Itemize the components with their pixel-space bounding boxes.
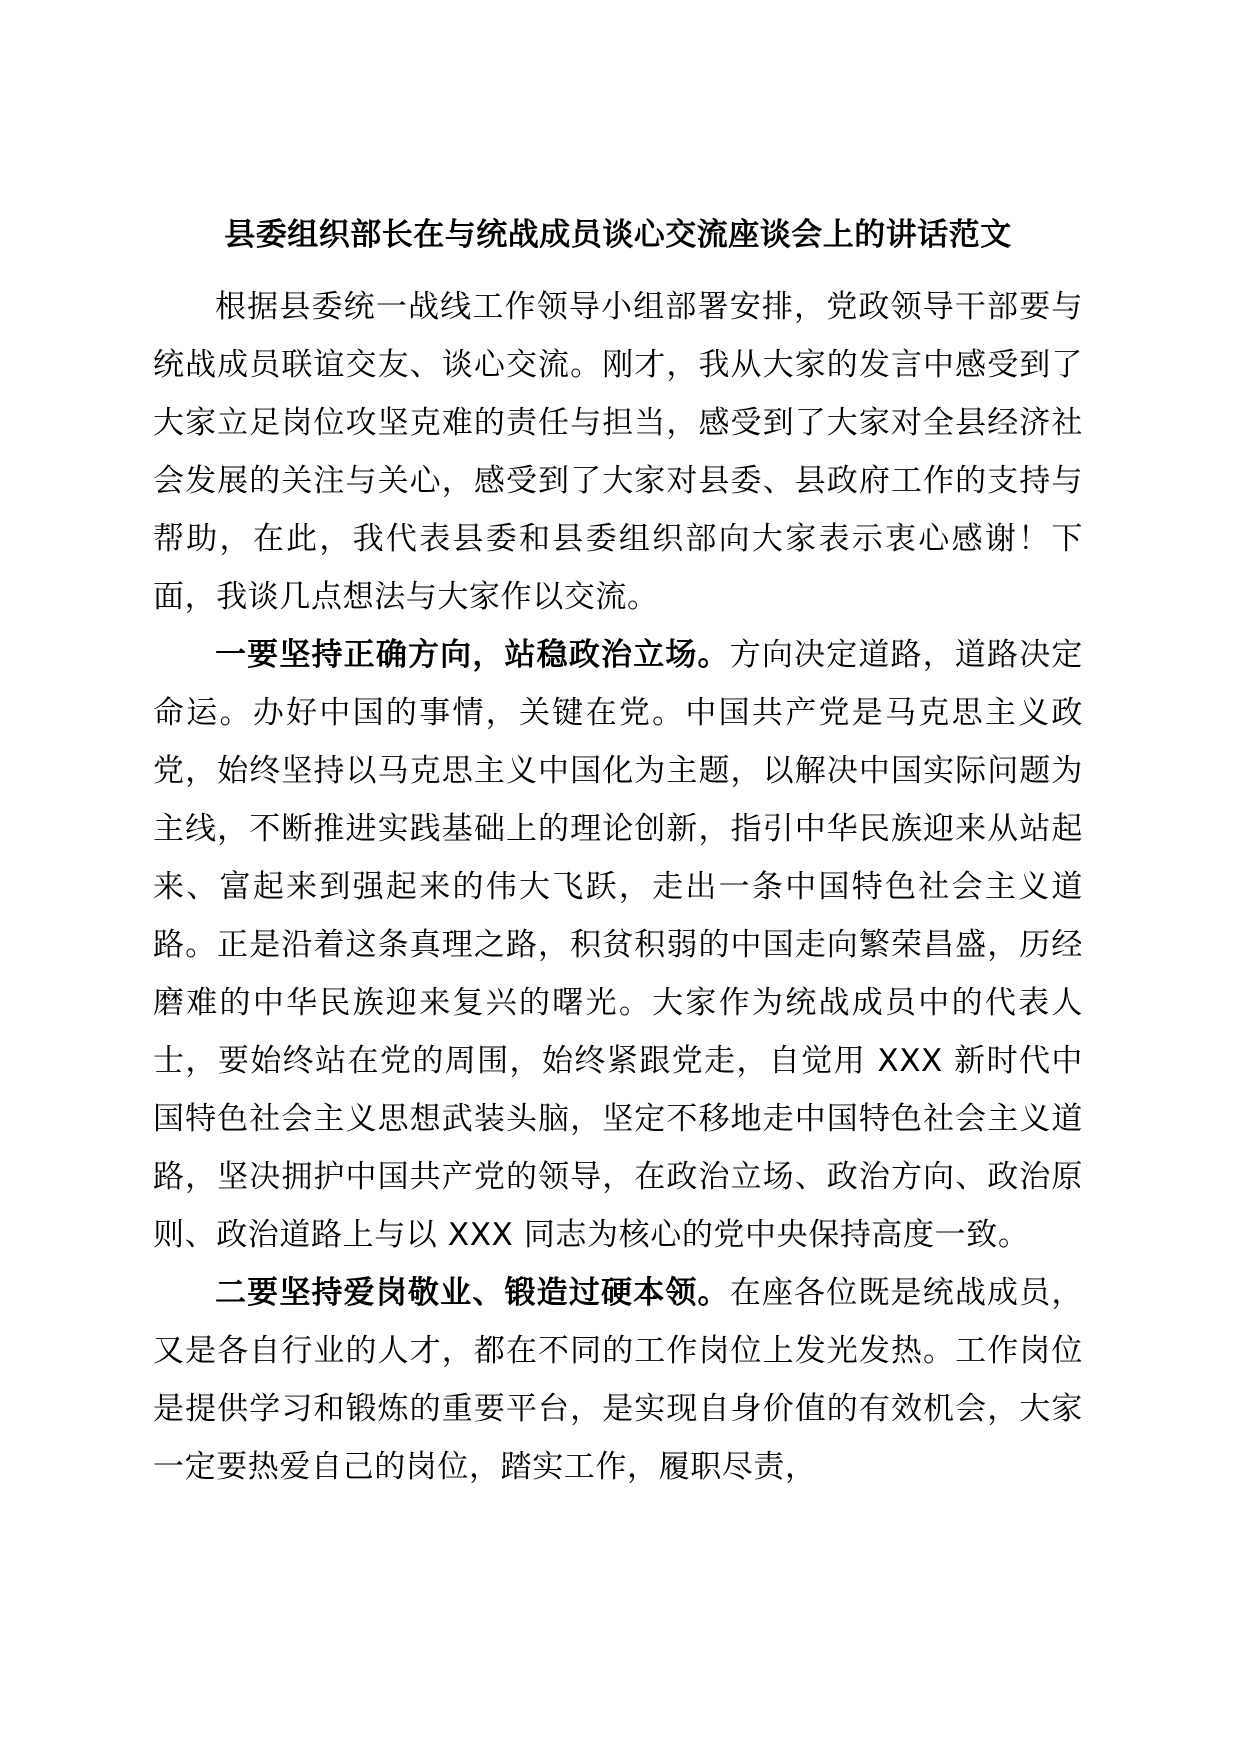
paragraph-point-one (153, 626, 1083, 1264)
paragraph-lead: 二要坚持爱岗敬业、锻造过硬本领。 (215, 1275, 730, 1311)
paragraph-point-two (153, 1264, 1083, 1496)
document-body (153, 212, 1083, 1496)
document-title: 县委组织部长在与统战成员谈心交流座谈会上的讲话范文 (224, 217, 1012, 253)
paragraph-text: 方向决定道路，道路决定命运。办好中国的事情，关键在党。中国共产党是马克思主义政党，始终坚持以马克思主义中国化为主题，以解决中国实际问题为主线，不断推进实践基础上的理论创新，指引中华民族迎来从站起来、富起来到强起来的伟大飞跃，走出一条中国特色社会主义道路。正是沿着这条真理之路，积贫积弱的中国走向繁荣昌盛，历经磨难的中华民族迎来复兴的曙光。大家作为统战成员中的代表人士，要始终站在党的周围，始终紧跟党走，自觉用 XXX 新时代中国特色社会主义思想武装头脑，坚定不移地走中国特色社会主义道路，坚决拥护中国共产党的领导，在政治立场、政治方向、政治原则、政治道路上与以 XXX 同志为核心的党中央保持高度一致。 (153, 637, 1083, 1253)
paragraph-text: 在座各位既是统战成员，又是各自行业的人才，都在不同的工作岗位上发光发热。工作岗位是提供学习和锻炼的重要平台，是实现自身价值的有效机会，大家一定要热爱自己的岗位，踏实工作，履职尽责， (153, 1275, 1083, 1485)
paragraph-lead: 一要坚持正确方向，站稳政治立场。 (215, 637, 730, 673)
paragraph-intro (153, 278, 1083, 626)
paragraph-text: 根据县委统一战线工作领导小组部署安排，党政领导干部要与统战成员联谊交友、谈心交流。刚才，我从大家的发言中感受到了大家立足岗位攻坚克难的责任与担当，感受到了大家对全县经济社会发展的关注与关心，感受到了大家对县委、县政府工作的支持与帮助，在此，我代表县委和县委组织部向大家表示衷心感谢！下面，我谈几点想法与大家作以交流。 (153, 289, 1083, 615)
